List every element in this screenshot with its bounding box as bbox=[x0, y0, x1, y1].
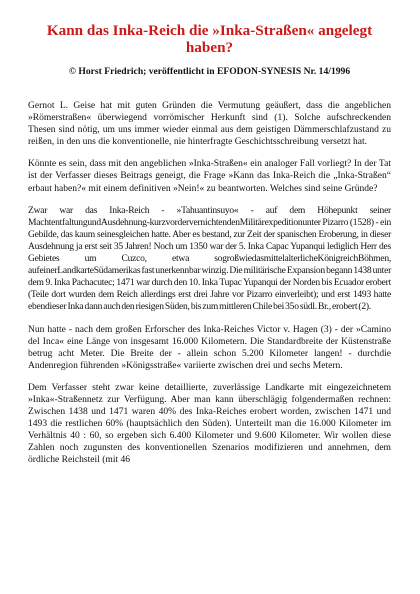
paragraph-3: Zwar war das Inka-Reich - »Tahuantinsuyo« - auf dem Höhepunkt seiner MachtentfaltungundAusdehnung-kurzvordervernichtendenMilitärexpeditionunter Pizarro (1528) - ein Gebilde, das kaum seinesgleichen hatte. Aber es bestand, zur Zeit der spanischen Eroberung, in dieser Ausdehnung ja erst seit 35 Jahren! Noch um 1350 war der 5. Inka Capac Yupanqui lediglich Herr des Gebietes um Cuzco, etwa sogroßwiedasmittelalterlicheKönigreichBöhmen, aufeinerLandkarteSüdamerikas fast unerkennbar winzig. Die militärische Expansion begann 1438 unter dem 9. Inka Pachacutec; 1471 war durch den 10. Inka Tupac Yupanqui der Norden bis Ecuador erobert (Teile dort wurden dem Reich allerdings erst drei Jahre vor Pizarro einverleibt); und erst 1493 hatte ebendieser Inka dann auch den riesigen Süden, bis zum mittleren Chile bei 35o südl. Br., erobert (2). bbox=[28, 204, 391, 313]
paragraph-1: Gernot L. Geise hat mit guten Gründen die Vermutung geäußert, dass die angeblichen »Römerstraßen« überwiegend vorrömischer Herkunft sind (1). Solche aufschreckenden Thesen sind nötig, um uns immer wieder einmal aus dem geistigen Dämmerschlafzustand zu reißen, in den uns die konventionelle, nie hinterfragte Geschichtsschreibung versetzt hat. bbox=[28, 100, 391, 148]
paragraph-5: Dem Verfasser steht zwar keine detaillierte, zuverlässige Landkarte mit eingezeichnetem »Inka«-Straßennetz zur Verfügung. Aber man kann überschlägig folgendermaßen rechnen: Zwischen 1438 und 1471 waren 40% des Inka-Reiches erobert worden, zwischen 1471 und 1493 die restlichen 60% (hauptsächlich den Süden). Unterteilt man die 16.000 Kilometer im Verhältnis 40 : 60, so ergeben sich 6.400 Kilometer und 9.600 Kilometer. Wir wollen diese Zahlen noch zugunsten des konventionellen Szenarios modifizieren und annehmen, dem ördliche Reichsteil (mit 46 bbox=[28, 381, 391, 466]
article-byline: © Horst Friedrich; veröffentlicht in EFODON-SYNESIS Nr. 14/1996 bbox=[68, 66, 351, 77]
paragraph-2: Könnte es sein, dass mit den angeblichen »Inka-Straßen« ein analoger Fall vorliegt? In der Tat ist der Verfasser dieses Beitrags geneigt, die Frage »Kann das Inka-Reich die „Inka-Straßen“ erbaut haben?« mit einem definitiven »Nein!« zu beantworten. Welches sind seine Gründe? bbox=[28, 158, 391, 194]
article-title: Kann das Inka-Reich die »Inka-Straßen« angelegt haben? bbox=[46, 22, 373, 56]
paragraph-4: Nun hatte - nach dem großen Erforscher des Inka-Reiches Victor v. Hagen (3) - der »Camino del Inca« eine Länge von insgesamt 16.000 Kilometern. Die Standardbreite der Küstenstraße betrug acht Meter. Die Breite der - allein schon 5.200 Kilometer langen! - durchdie Andenregion führenden »Königsstraße« variierte zwischen drei und sechs Metern. bbox=[28, 323, 391, 371]
